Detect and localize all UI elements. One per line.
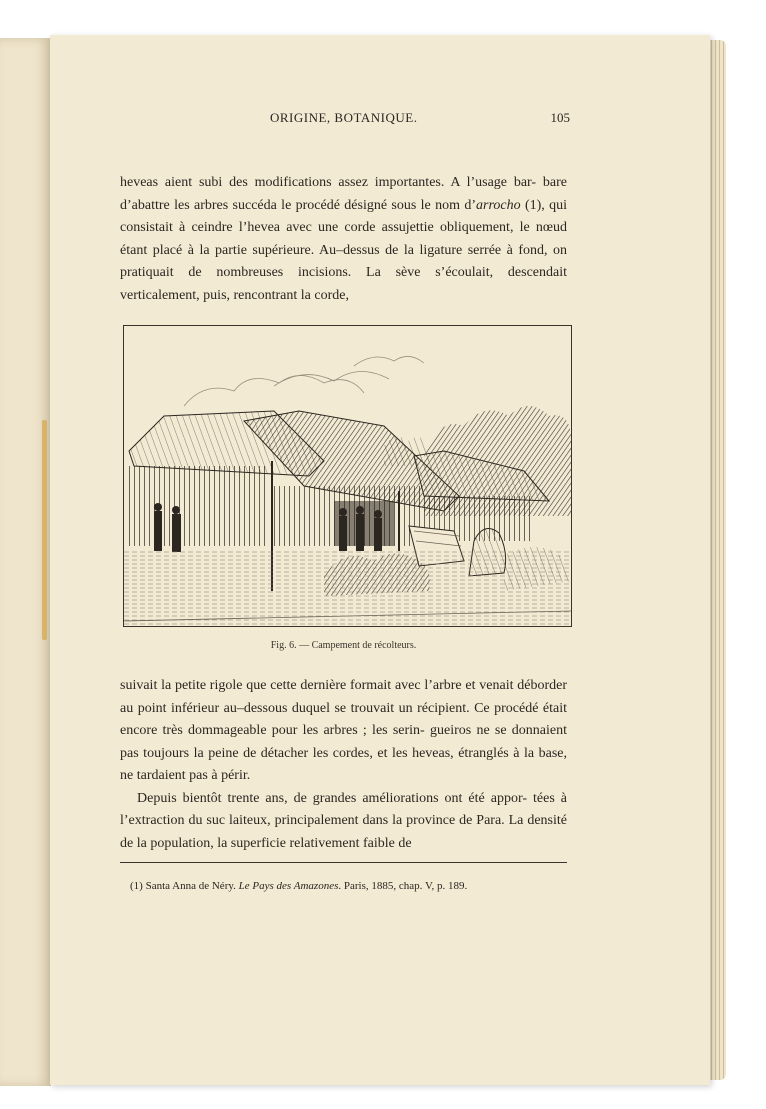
text-line: les heveas, étranglés à la base, ne tardaient pas à périr. — [120, 745, 567, 783]
text-line: tées à l’extraction du suc laiteux, principalement dans la province de — [120, 790, 568, 828]
body-text-bottom — [120, 675, 567, 855]
text-line: d’ — [464, 197, 476, 213]
figure-caption: Fig. 6. — Campement de récolteurs. — [270, 640, 417, 651]
footnote — [130, 880, 570, 892]
footnote-title: Le Pays des Amazones — [238, 880, 339, 892]
text-line: heveas aient subi des modifications assez importantes. A l’usage bar- — [120, 175, 537, 190]
footnote-suffix: . Paris, 1885, chap. V, p. 189. — [338, 880, 468, 892]
running-title: ORIGINE, BOTANIQUE. — [270, 110, 418, 125]
text-line: la ligature serrée à fond, on pratiquait de nombreuses incisions. La — [120, 242, 567, 280]
text-line: gueiros ne se donnaient pas toujours la peine de détacher les cordes, et — [120, 723, 568, 761]
bookmark-ribbon — [42, 420, 47, 640]
text-line: sève s’écoulait, descendait verticalement, puis, rencontrant la corde, — [120, 265, 567, 303]
text-line: bare d’abattre les arbres succéda le procédé désigné sous le nom — [120, 175, 568, 213]
text-line: Depuis bientôt trente ans, de grandes améliorations ont été appor- — [137, 790, 528, 806]
italic-term: arrocho — [476, 197, 521, 213]
text-line: déborder au point inférieur au–dessous duquel se trouvait un récipient. — [120, 678, 568, 716]
text-line: Ce procédé était encore très dommageable pour les arbres ; les serin- — [120, 700, 568, 738]
engraving-illustration — [123, 325, 572, 627]
footnote-rule — [120, 862, 567, 863]
text-line: suivait la petite rigole que cette dernière formait avec l’arbre et venait — [120, 678, 514, 693]
running-head — [120, 110, 570, 130]
paragraph — [120, 675, 567, 788]
text-line: obliquement, le nœud étant placé à la partie supérieure. Au–dessus de — [120, 220, 568, 258]
text-line: Para. La densité de la population, la superficie relativement faible de — [120, 813, 567, 851]
text-line: (1), qui consistait à ceindre l’hevea avec une corde assujettie — [120, 197, 567, 235]
sky-clouds — [184, 356, 424, 406]
paragraph — [120, 788, 567, 856]
paragraph — [120, 172, 567, 307]
body-text-top — [120, 172, 567, 307]
page-number: 105 — [550, 110, 570, 125]
footnote-prefix: (1) Santa Anna de Néry. — [130, 880, 239, 892]
